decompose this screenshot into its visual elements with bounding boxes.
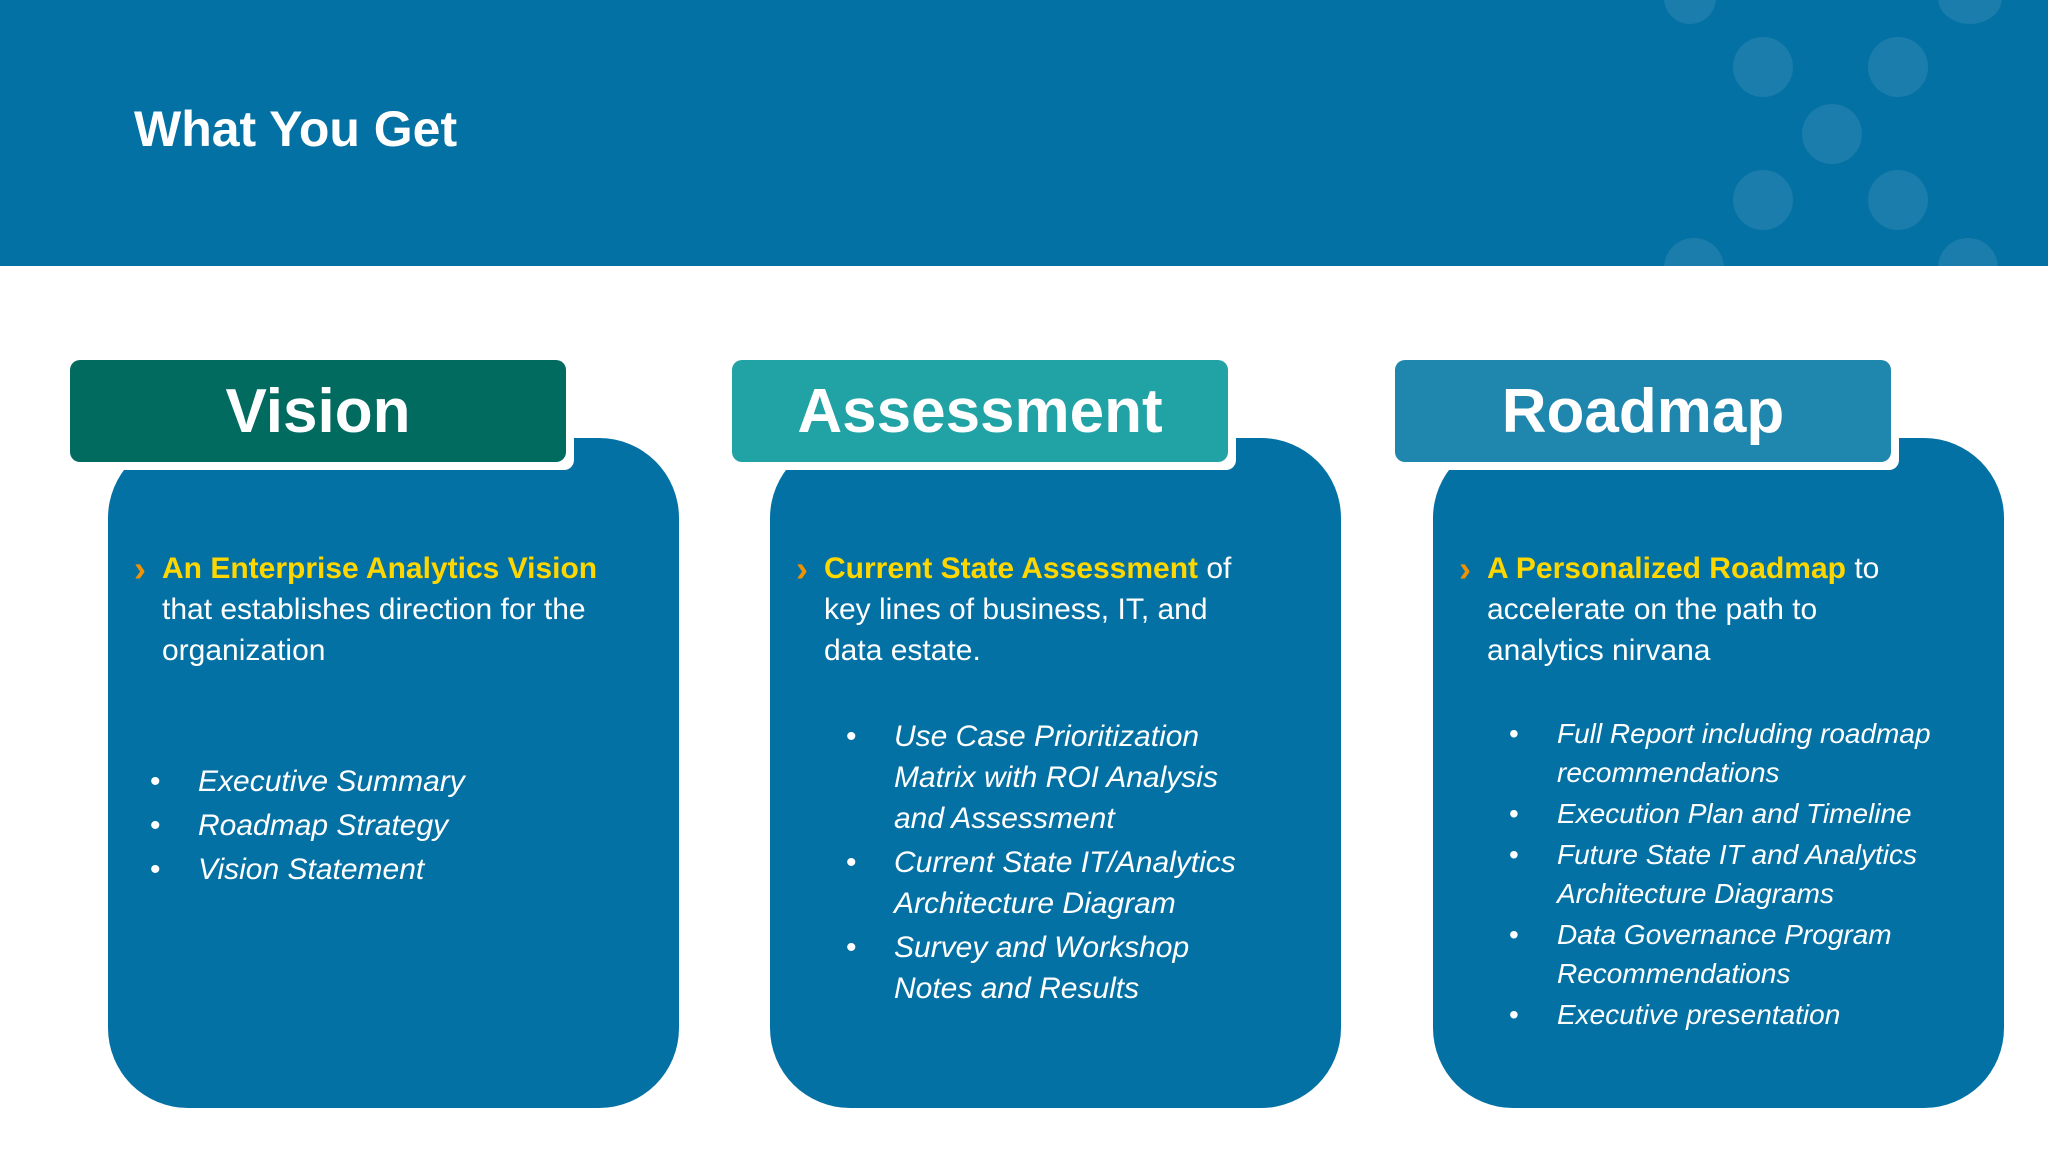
list-item-text: Execution Plan and Timeline	[1557, 798, 1912, 829]
bullet-icon: •	[846, 846, 857, 879]
vision-lead-rest: that establishes direction for the organization	[162, 593, 586, 667]
bullet-icon: •	[1509, 718, 1519, 749]
header-banner	[0, 0, 2048, 266]
roadmap-lead-rest: to accelerate on the path to analytics nirvana	[1487, 552, 1880, 667]
bullet-icon: •	[1509, 999, 1519, 1030]
roadmap-lead-text	[1487, 548, 1937, 671]
list-item-text: Use Case Prioritization Matrix with ROI Analysis and Assessment	[894, 720, 1218, 835]
assessment-tab-header: Assessment	[732, 360, 1228, 462]
bullet-icon: •	[150, 809, 161, 842]
list-item-text: Executive Summary	[198, 765, 465, 798]
list-item-text: Executive presentation	[1557, 999, 1841, 1030]
list-item	[846, 927, 1266, 1009]
list-item	[1509, 835, 1949, 913]
list-item	[1509, 714, 1949, 792]
roadmap-tab-header: Roadmap	[1395, 360, 1891, 462]
vision-lead-text	[162, 548, 612, 671]
list-item-text: Data Governance Program Recommendations	[1557, 919, 1892, 989]
list-item-text: Current State IT/Analytics Architecture Diagram	[894, 846, 1236, 920]
list-item	[150, 804, 620, 848]
roadmap-deliverables-list	[1509, 714, 1949, 1036]
assessment-card	[732, 360, 1382, 1110]
list-item-text: Survey and Workshop Notes and Results	[894, 931, 1190, 1005]
list-item	[846, 716, 1266, 839]
list-item	[1509, 794, 1949, 833]
list-item-text: Future State IT and Analytics Architecture Diagrams	[1557, 839, 1918, 909]
list-item-text: Full Report including roadmap recommendations	[1557, 718, 1931, 788]
list-item	[1509, 915, 1949, 993]
list-item	[150, 848, 620, 892]
bullet-icon: •	[150, 853, 161, 886]
vision-deliverables-list	[150, 760, 620, 892]
bullet-icon: •	[1509, 919, 1519, 950]
vision-card	[70, 360, 720, 1110]
chevron-right-icon: ›	[134, 548, 146, 589]
roadmap-lead-highlight: A Personalized Roadmap	[1487, 552, 1846, 585]
assessment-lead-rest: of key lines of business, IT, and data estate.	[824, 552, 1232, 667]
list-item	[846, 842, 1266, 924]
bullet-icon: •	[150, 765, 161, 798]
chevron-right-icon: ›	[796, 548, 808, 589]
bullet-icon: •	[846, 720, 857, 753]
bullet-icon: •	[846, 931, 857, 964]
assessment-lead-highlight: Current State Assessment	[824, 552, 1199, 585]
page-title: What You Get	[134, 101, 458, 157]
list-item-text: Roadmap Strategy	[198, 809, 449, 842]
list-item	[150, 760, 620, 804]
assessment-deliverables-list	[846, 716, 1266, 1012]
chevron-right-icon: ›	[1459, 548, 1471, 589]
vision-tab-header: Vision	[70, 360, 566, 462]
roadmap-card	[1395, 360, 2045, 1110]
assessment-lead-text	[824, 548, 1274, 671]
list-item-text: Vision Statement	[198, 853, 425, 886]
bullet-icon: •	[1509, 798, 1519, 829]
bullet-icon: •	[1509, 839, 1519, 870]
vision-lead-highlight: An Enterprise Analytics Vision	[162, 552, 598, 585]
list-item	[1509, 995, 1949, 1034]
